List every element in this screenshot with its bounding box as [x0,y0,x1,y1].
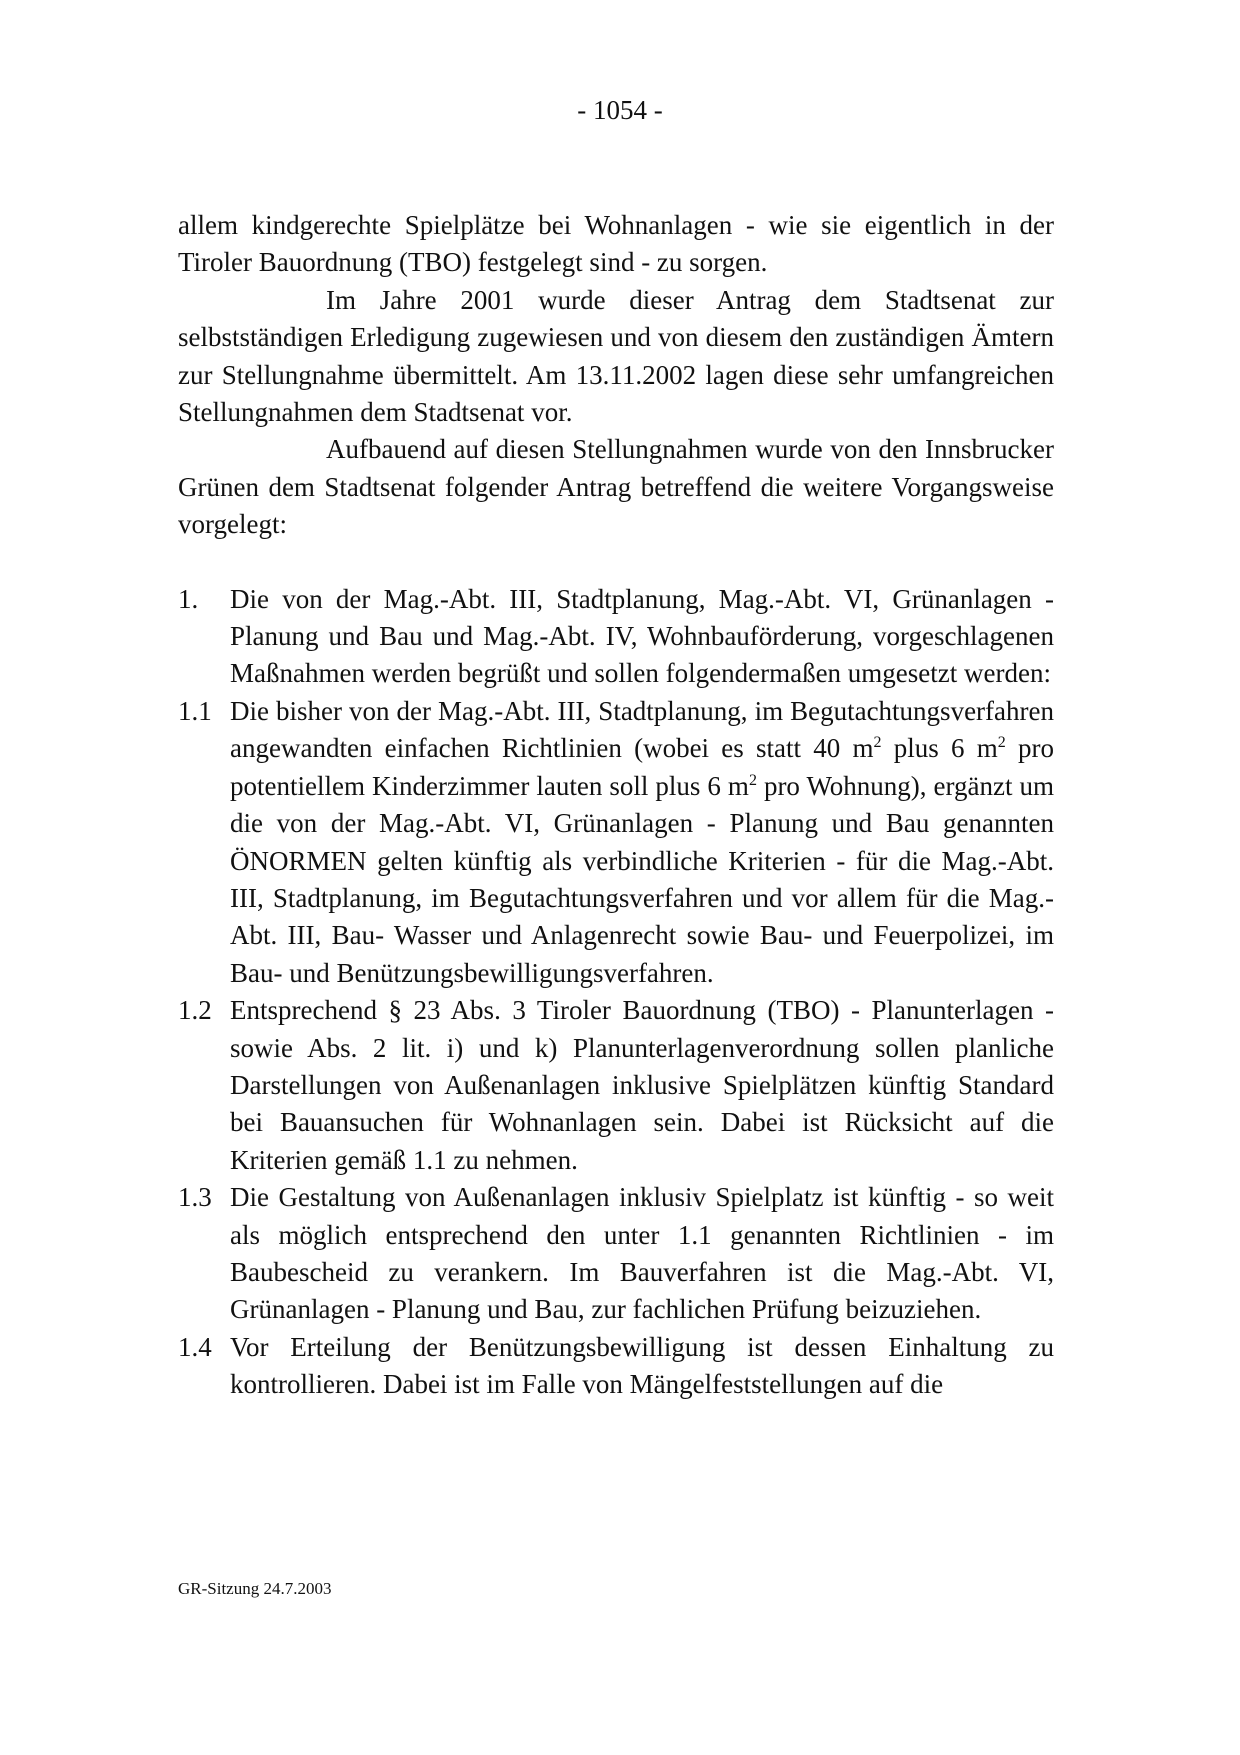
document-body [178,207,1054,1404]
text-segment: Die bisher von der Mag.-Abt. III, Stadtplanung, im Begutachtungsverfahren angewandten einfachen Richtlinien (wobei es statt 40 m [230,695,1054,764]
list-item-text: Die Gestaltung von Außenanlagen inklusiv Spielplatz ist künftig - so weit als möglich entsprechend den unter 1.1 genannten Richtlinien - im Baubescheid zu verankern. Im Bauverfahren ist die Mag.-Abt. VI, Grünanlagen - Planung und Bau, zur fachlichen Prüfung beizuziehen. [230,1182,1054,1325]
paragraph-3: Aufbauend auf diesen Stellungnahmen wurde von den Innsbrucker Grünen dem Stadtsenat folgender Antrag betreffend die weitere Vorgangsweise vorgelegt: [178,434,1054,540]
paragraph-1: allem kindgerechte Spielplätze bei Wohnanlagen - wie sie eigentlich in der Tiroler Bauordnung (TBO) festgelegt sind - zu sorgen. [178,210,1054,278]
numbered-list [178,581,1054,1404]
footer-session-date: GR-Sitzung 24.7.2003 [178,1579,332,1598]
list-item-text: Entsprechend § 23 Abs. 3 Tiroler Bauordnung (TBO) - Planunterlagen - sowie Abs. 2 lit. i) und k) Planunterlagenverordnung sollen planliche Darstellungen von Außenanlagen inklusive Spielplätzen künftig Standard bei Bauansuchen für Wohnanlagen sein. Dabei ist Rücksicht auf die Kriterien gemäß 1.1 zu nehmen. [230,995,1054,1175]
list-number: 1.3 [178,1182,212,1213]
list-number: 1.1 [178,695,212,726]
page-number: - 1054 - [577,95,663,125]
list-number: 1. [178,583,199,614]
list-item-1-2 [178,992,1054,1179]
list-item-text: Vor Erteilung der Benützungsbewilligung ist dessen Einhaltung zu kontrollieren. Dabei ist im Falle von Mängelfeststellungen auf die [230,1331,1054,1400]
superscript: 2 [997,734,1006,752]
list-item-1-3 [178,1179,1054,1329]
superscript: 2 [748,771,757,789]
list-item-1 [178,581,1054,693]
list-number: 1.2 [178,995,212,1026]
list-item-text [230,696,1054,988]
list-number: 1.4 [178,1331,212,1362]
text-segment: pro potentiellem Kinderzimmer lauten soll plus 6 m [230,733,1054,801]
text-segment: plus 6 m [881,733,998,764]
paragraph-2: Im Jahre 2001 wurde dieser Antrag dem Stadtsenat zur selbstständigen Erledigung zugewiesen und von diesem den zuständigen Ämtern zur Stellungnahme übermittelt. Am 13.11.2002 lagen diese sehr umfangreichen Stellungnahmen dem Stadtsenat vor. [178,284,1054,428]
text-segment: pro Wohnung), ergänzt um die von der Mag.-Abt. VI, Grünanlagen - Planung und Bau genannten ÖNORMEN gelten künftig als verbindliche Kriterien - für die Mag.-Abt. III, Stadtplanung, im Begutachtungsverfahren und vor allem für die Mag.-Abt. III, Bau- Wasser und Anlagenrecht sowie Bau- und Feuerpolizei, im Bau- und Benützungsbewilligungsverfahren. [230,770,1054,988]
superscript: 2 [873,734,882,752]
list-item-1-1 [178,693,1054,992]
list-item-text: Die von der Mag.-Abt. III, Stadtplanung, Mag.-Abt. VI, Grünanlagen - Planung und Bau und Mag.-Abt. IV, Wohnbauförderung, vorgeschlagenen Maßnahmen werden begrüßt und sollen folgendermaßen umgesetzt werden: [230,583,1054,689]
list-item-1-4 [178,1329,1054,1404]
